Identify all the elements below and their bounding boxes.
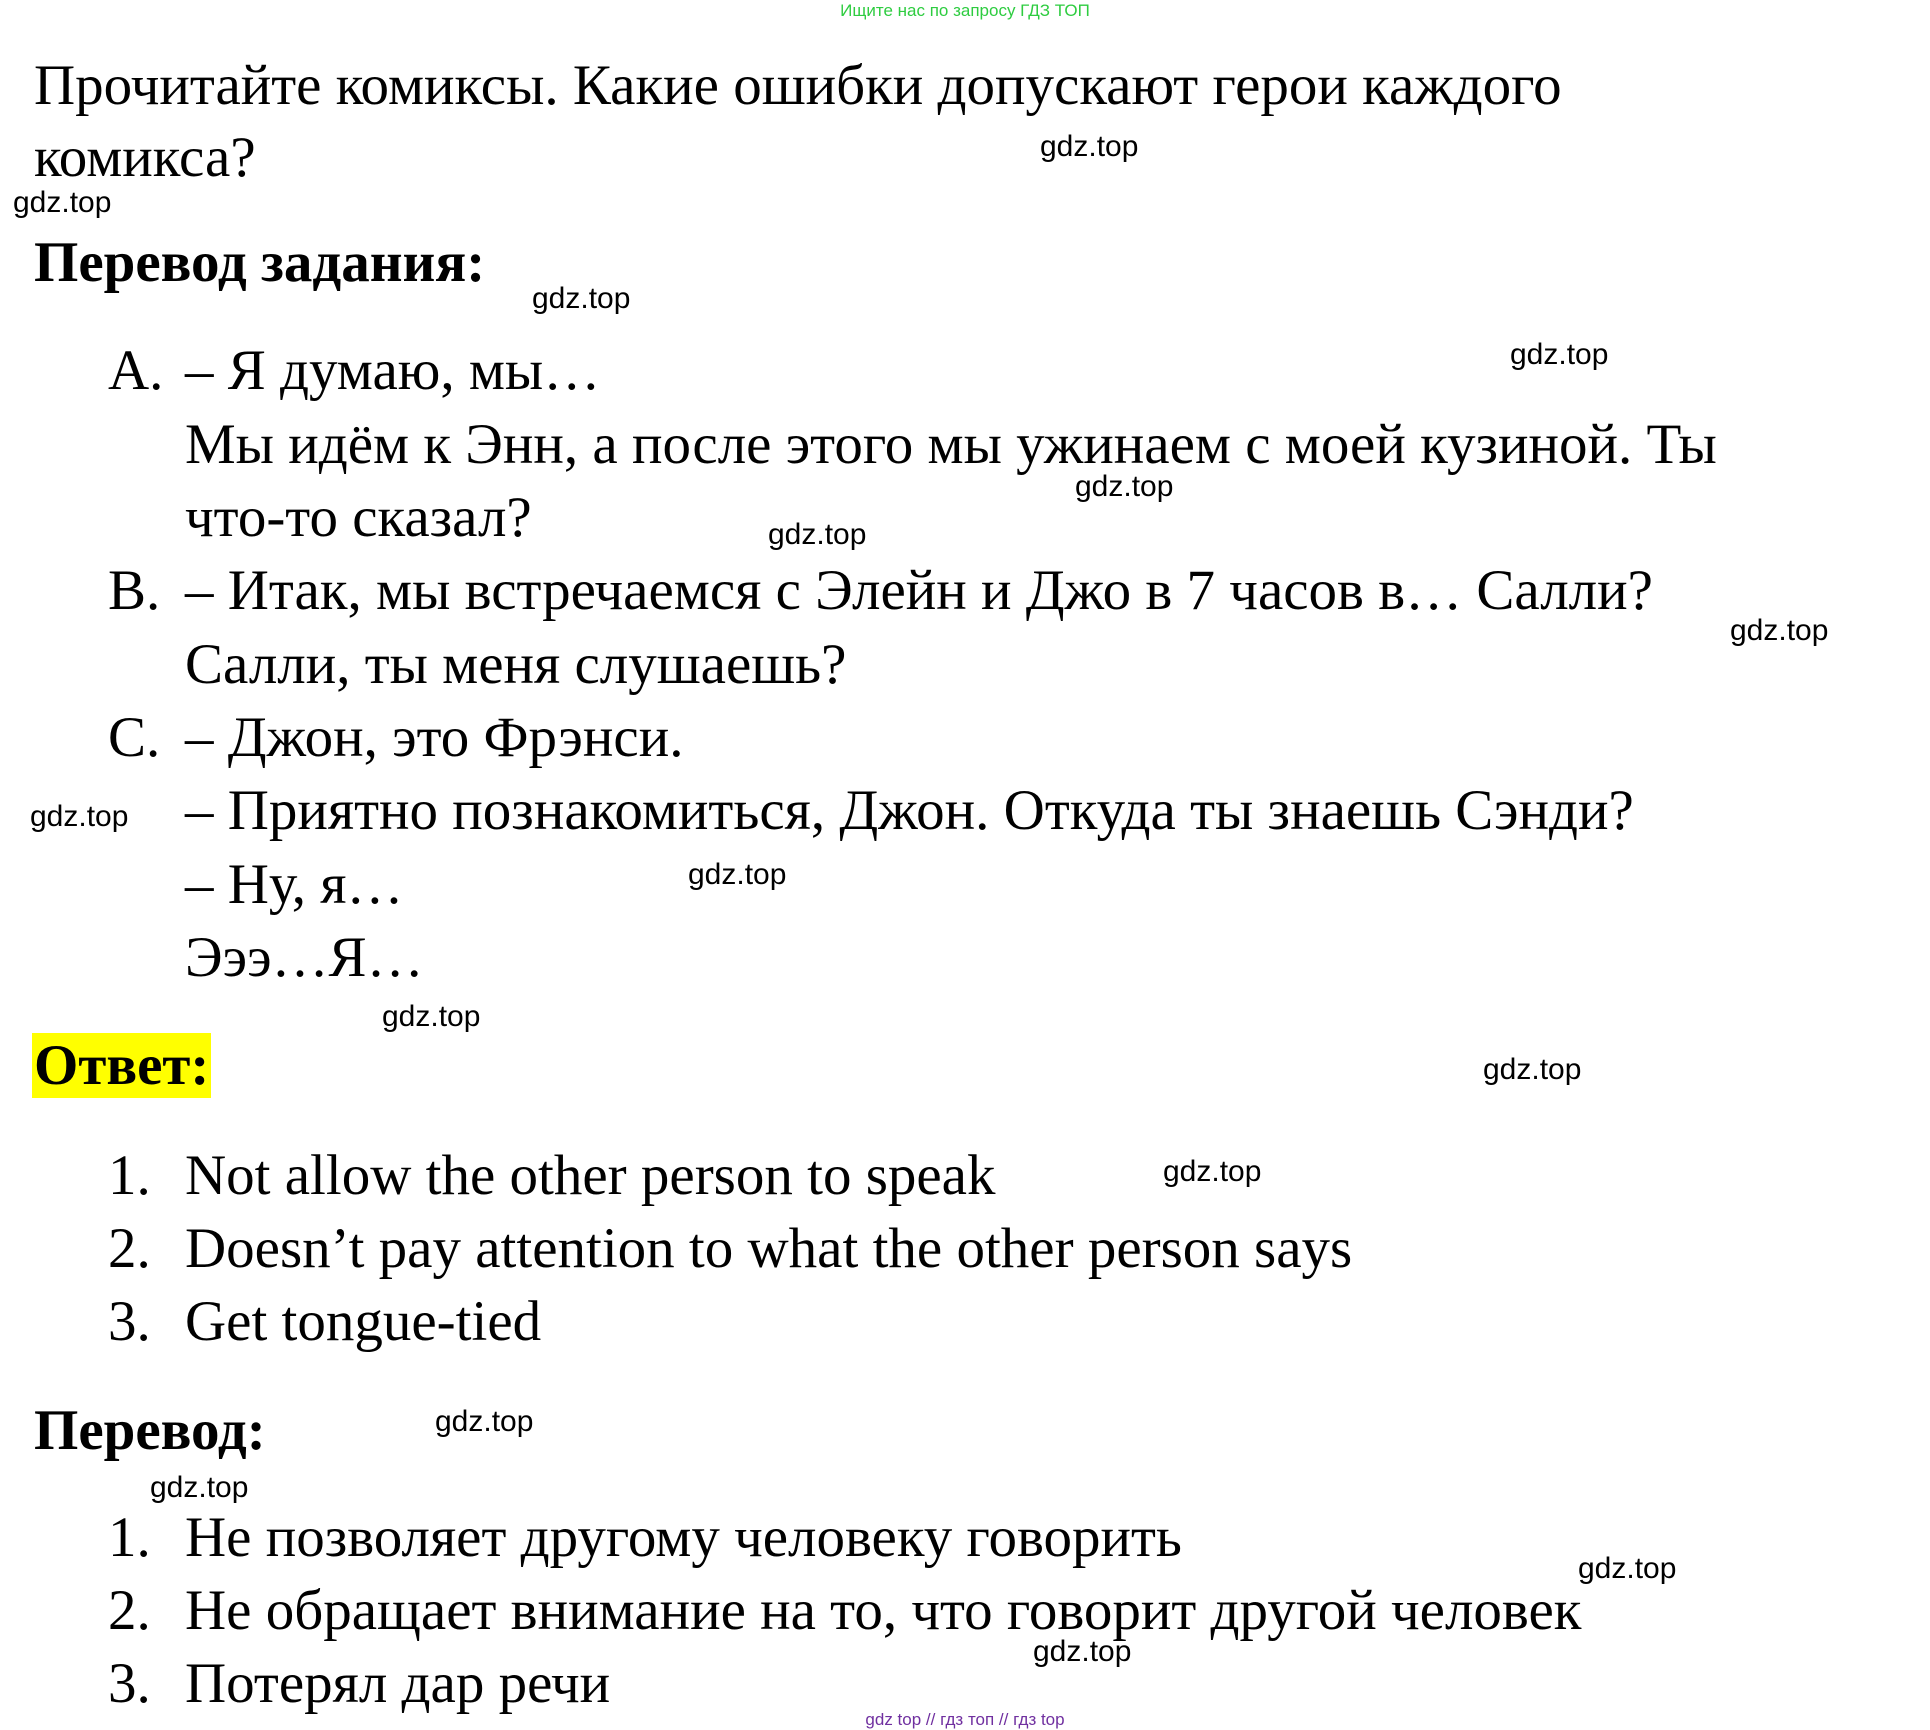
dialogue-b-line2: Салли, ты меня слушаешь? xyxy=(185,633,847,696)
watermark: gdz.top xyxy=(150,1471,249,1504)
translation-1-text: Не позволяет другому человеку говорить xyxy=(185,1506,1182,1569)
answer-1-num: 1. xyxy=(108,1144,151,1207)
watermark: gdz.top xyxy=(382,1000,481,1033)
answer-1-text: Not allow the other person to speak xyxy=(185,1144,996,1207)
dialogue-a-label: A. xyxy=(108,339,164,402)
dialogue-a-line1: – Я думаю, мы… xyxy=(185,339,601,402)
watermark: gdz.top xyxy=(1510,338,1609,371)
watermark: gdz.top xyxy=(768,518,867,551)
bottom-banner: gdz top // гдз топ // гдз top xyxy=(865,1710,1065,1729)
watermark: gdz.top xyxy=(435,1405,534,1438)
perevod-heading: Перевод: xyxy=(34,1399,266,1462)
translation-2-text: Не обращает внимание на то, что говорит другой человек xyxy=(185,1579,1582,1642)
translation-3-num: 3. xyxy=(108,1652,151,1715)
translation-1-num: 1. xyxy=(108,1506,151,1569)
dialogue-a-line3: что-то сказал? xyxy=(185,486,532,549)
dialogue-b-line1: – Итак, мы встречаемся с Элейн и Джо в 7 часов в… Салли? xyxy=(185,559,1653,622)
answer-heading: Ответ: xyxy=(34,1034,210,1097)
task-text-line1: Прочитайте комиксы. Какие ошибки допускают герои каждого xyxy=(34,54,1562,117)
watermark: gdz.top xyxy=(688,858,787,891)
answer-3-text: Get tongue-tied xyxy=(185,1290,542,1353)
dialogue-a-line2: Мы идём к Энн, а после этого мы ужинаем с моей кузиной. Ты xyxy=(185,413,1717,476)
watermark: gdz.top xyxy=(1483,1053,1582,1086)
watermark: gdz.top xyxy=(1163,1155,1262,1188)
watermark: gdz.top xyxy=(1033,1635,1132,1668)
dialogue-c-label: C. xyxy=(108,706,161,769)
dialogue-c-line2: – Приятно познакомиться, Джон. Откуда ты знаешь Сэнди? xyxy=(185,779,1634,842)
dialogue-c-line3: – Ну, я… xyxy=(185,853,404,916)
dialogue-c-line1: – Джон, это Фрэнси. xyxy=(185,706,684,769)
watermark: gdz.top xyxy=(532,282,631,315)
dialogue-b-label: B. xyxy=(108,559,161,622)
translation-2-num: 2. xyxy=(108,1579,151,1642)
watermark: gdz.top xyxy=(1040,130,1139,163)
answer-3-num: 3. xyxy=(108,1290,151,1353)
watermark: gdz.top xyxy=(1730,614,1829,647)
watermark: gdz.top xyxy=(1075,470,1174,503)
translation-3-text: Потерял дар речи xyxy=(185,1652,611,1715)
dialogue-c-line4: Эээ…Я… xyxy=(185,926,424,989)
watermark: gdz.top xyxy=(30,800,129,833)
answer-2-num: 2. xyxy=(108,1217,151,1280)
watermark: gdz.top xyxy=(1578,1552,1677,1585)
top-banner: Ищите нас по запросу ГДЗ ТОП xyxy=(840,1,1090,20)
translation-heading: Перевод задания: xyxy=(34,231,486,294)
watermark: gdz.top xyxy=(13,186,112,219)
task-text-line2: комикса? xyxy=(34,126,256,189)
answer-2-text: Doesn’t pay attention to what the other person says xyxy=(185,1217,1353,1280)
